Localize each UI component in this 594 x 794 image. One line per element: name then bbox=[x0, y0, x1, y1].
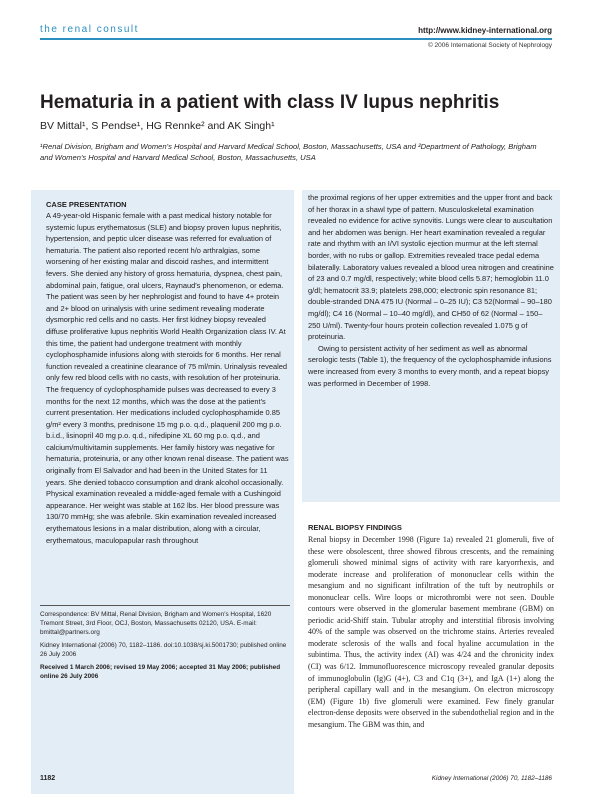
copyright: © 2006 International Society of Nephrology bbox=[427, 42, 552, 49]
case-presentation-left bbox=[46, 200, 289, 546]
page-number: 1182 bbox=[40, 775, 56, 782]
case-heading: CASE PRESENTATION bbox=[46, 200, 127, 209]
article-title: Hematuria in a patient with class IV lupus nephritis bbox=[40, 92, 500, 113]
case-presentation-right bbox=[308, 192, 554, 389]
authors: BV Mittal¹, S Pendse¹, HG Rennke² and AK Singh¹ bbox=[40, 120, 275, 132]
correspondence: Correspondence: BV Mittal, Renal Division, Brigham and Women's Hospital, 1620 Tremont Street, 3rd Floor, OCJ, Boston, Massachusetts 02120, USA. E-mail: bmittal@partners.org bbox=[40, 611, 272, 636]
biopsy-heading: RENAL BIOPSY FINDINGS bbox=[308, 523, 402, 532]
section-tag: the renal consult bbox=[40, 24, 139, 35]
case-paragraph-2: Owing to persistent activity of her sediment as well as abnormal serologic tests (Table 1), the frequency of the cyclophosphamide infusions were increased from every 3 months to every month, and a repeat biopsy was performed in December of 1998. bbox=[308, 343, 552, 388]
citation: Kidney International (2006) 70, 1182–1186. doi:10.1038/sj.ki.5001730; published online 26 July 2006 bbox=[40, 642, 287, 658]
received-dates: Received 1 March 2006; revised 19 May 2006; accepted 31 May 2006; published online 26 July 2006 bbox=[40, 664, 281, 680]
biopsy-paragraph: Renal biopsy in December 1998 (Figure 1a) revealed 21 glomeruli, five of these were obsolescent, three showed fibrous crescents, and the remaining glomeruli showed minimal signs of activity with rare karyorrhexis, and moderate increase and proliferation of mononuclear cells within the mesangium and no significant infiltration of the tuft by neutrophils or mononuclear cells. Wire loops or microthrombi were not seen. Double contours were observed in the glomerular basement membrane (GBM) on periodic acid-Shiff stain. Tubular atrophy and interstitial fibrosis involving 40% of the sample was observed on the trichrome stains. Arteries revealed moderate sclerosis of the walls and focal hyaline accumulation in the subintima. Thus, the activity index (AI) was 4/24 and the chronicity index (CI) was 6/12. Immunofluorescence microscopy revealed granular deposits of immunoglobulin (Ig)G (4+), C3 and C1q (3+), and IgA (1+) along the peripheral capillary wall and in the mesangium. On electron microscopy (EM) (Figure 1b) five glomeruli were examined. Few finely granular electron-dense deposits were observed in the subendothelial region and in the mesangium. The GBM was thin, and bbox=[308, 535, 554, 729]
case-paragraph-1: A 49-year-old Hispanic female with a past medical history notable for systemic lupus erythematosus (SLE) and biopsy proven lupus nephritis, hypertension, and peptic ulcer disease was referred for evaluation of hematuria. The patient also reported recent h/o arthralgias, some worsening of her existing malar and discoid rashes, and intermittent fevers. She denied any history of gross hematuria, dyspnea, chest pain, abdominal pain, fatigue, oral ulcers, Raynaud's phenomenon, or edema. The patient was seen by her nephrologist and found to have 4+ protein and 2+ blood on urinalysis with urine sediment revealing moderate dysmorphic red cells and no casts. Her first kidney biopsy revealed diffuse proliferative lupus nephritis World Health Organization class IV. At this time, the patient had undergone treatment with monthly cyclophosphamide infusions along with steroids for 6 months. Her renal function revealed a creatinine clearance of 75 ml/min. Urinalysis revealed only few red blood cells with no casts, with resolution of her proteinuria. The frequency of cyclophosphamide pulses was decreased to every 3 months for the next 12 months, which was the dose at the patient's current presentation. Her medications included cyclophosphamide 0.85 g/m² every 3 months, prednisone 15 mg p.o. q.d., plaquenil 200 mg p.o. b.i.d., lisinopril 40 mg p.o. q.d., nifedipine XL 60 mg p.o. q.d., and calcium/multivitamin supplements. Her family history was negative for hematuria, proteinuria, or any other known renal disease. The patient was originally from El Salvador and had been in the United States for 11 years. She denied tobacco consumption and drank alcohol occasionally. Physical examination revealed a middle-aged female with a Cushingoid appearance. Her weight was stable at 162 lbs. Her blood pressure was 130/70 mmHg; she was afebrile. Skin examination revealed increased erythematous lesions in a malar distribution, along with a circular, erythematous, maculopapular rash throughout bbox=[46, 211, 289, 545]
case-paragraph-1-continued: the proximal regions of her upper extremities and the upper front and back of her thorax in a shawl type of pattern. Musculoskeletal examination revealed no evidence for active synovitis. Lungs were clear to auscultation and her abdomen was benign. Her heart examination revealed a regular rate and rhythm with an I/VI systolic ejection murmur at the left sternal border, with no rubs or gallop. Extremities revealed trace pedal edema bilaterally. Laboratory values revealed a blood urea nitrogen and creatinine of 23 and 0.7 mg/dl, respectively; white blood cells 5.87; hemoglobin 11.0 g/dl; hematocrit 33.9; platelets 298,000; electronic spin resonance 81; double-stranded DNA 475 IU (Normal – 0–25 IU); C3 52(Normal – 90–180 mg/dl); C4 16 (Normal – 10–40 mg/dl), and CH50 of 62 (Normal – 150–250 U/ml). Twenty-four hours protein collection revealed 1.075 g of proteinuria. bbox=[308, 193, 554, 342]
affiliations: ¹Renal Division, Brigham and Women's Hospital and Harvard Medical School, Boston, Massachusetts, USA and ²Department of Pathology, Brigham and Women's Hospital and Harvard Medical School, Boston, Massachusetts, USA bbox=[40, 142, 537, 162]
journal-footer: Kidney International (2006) 70, 1182–1186 bbox=[431, 775, 552, 782]
journal-url-link[interactable]: http://www.kidney-international.org bbox=[418, 26, 552, 35]
header-rule bbox=[40, 38, 552, 40]
footnotes bbox=[40, 605, 290, 685]
